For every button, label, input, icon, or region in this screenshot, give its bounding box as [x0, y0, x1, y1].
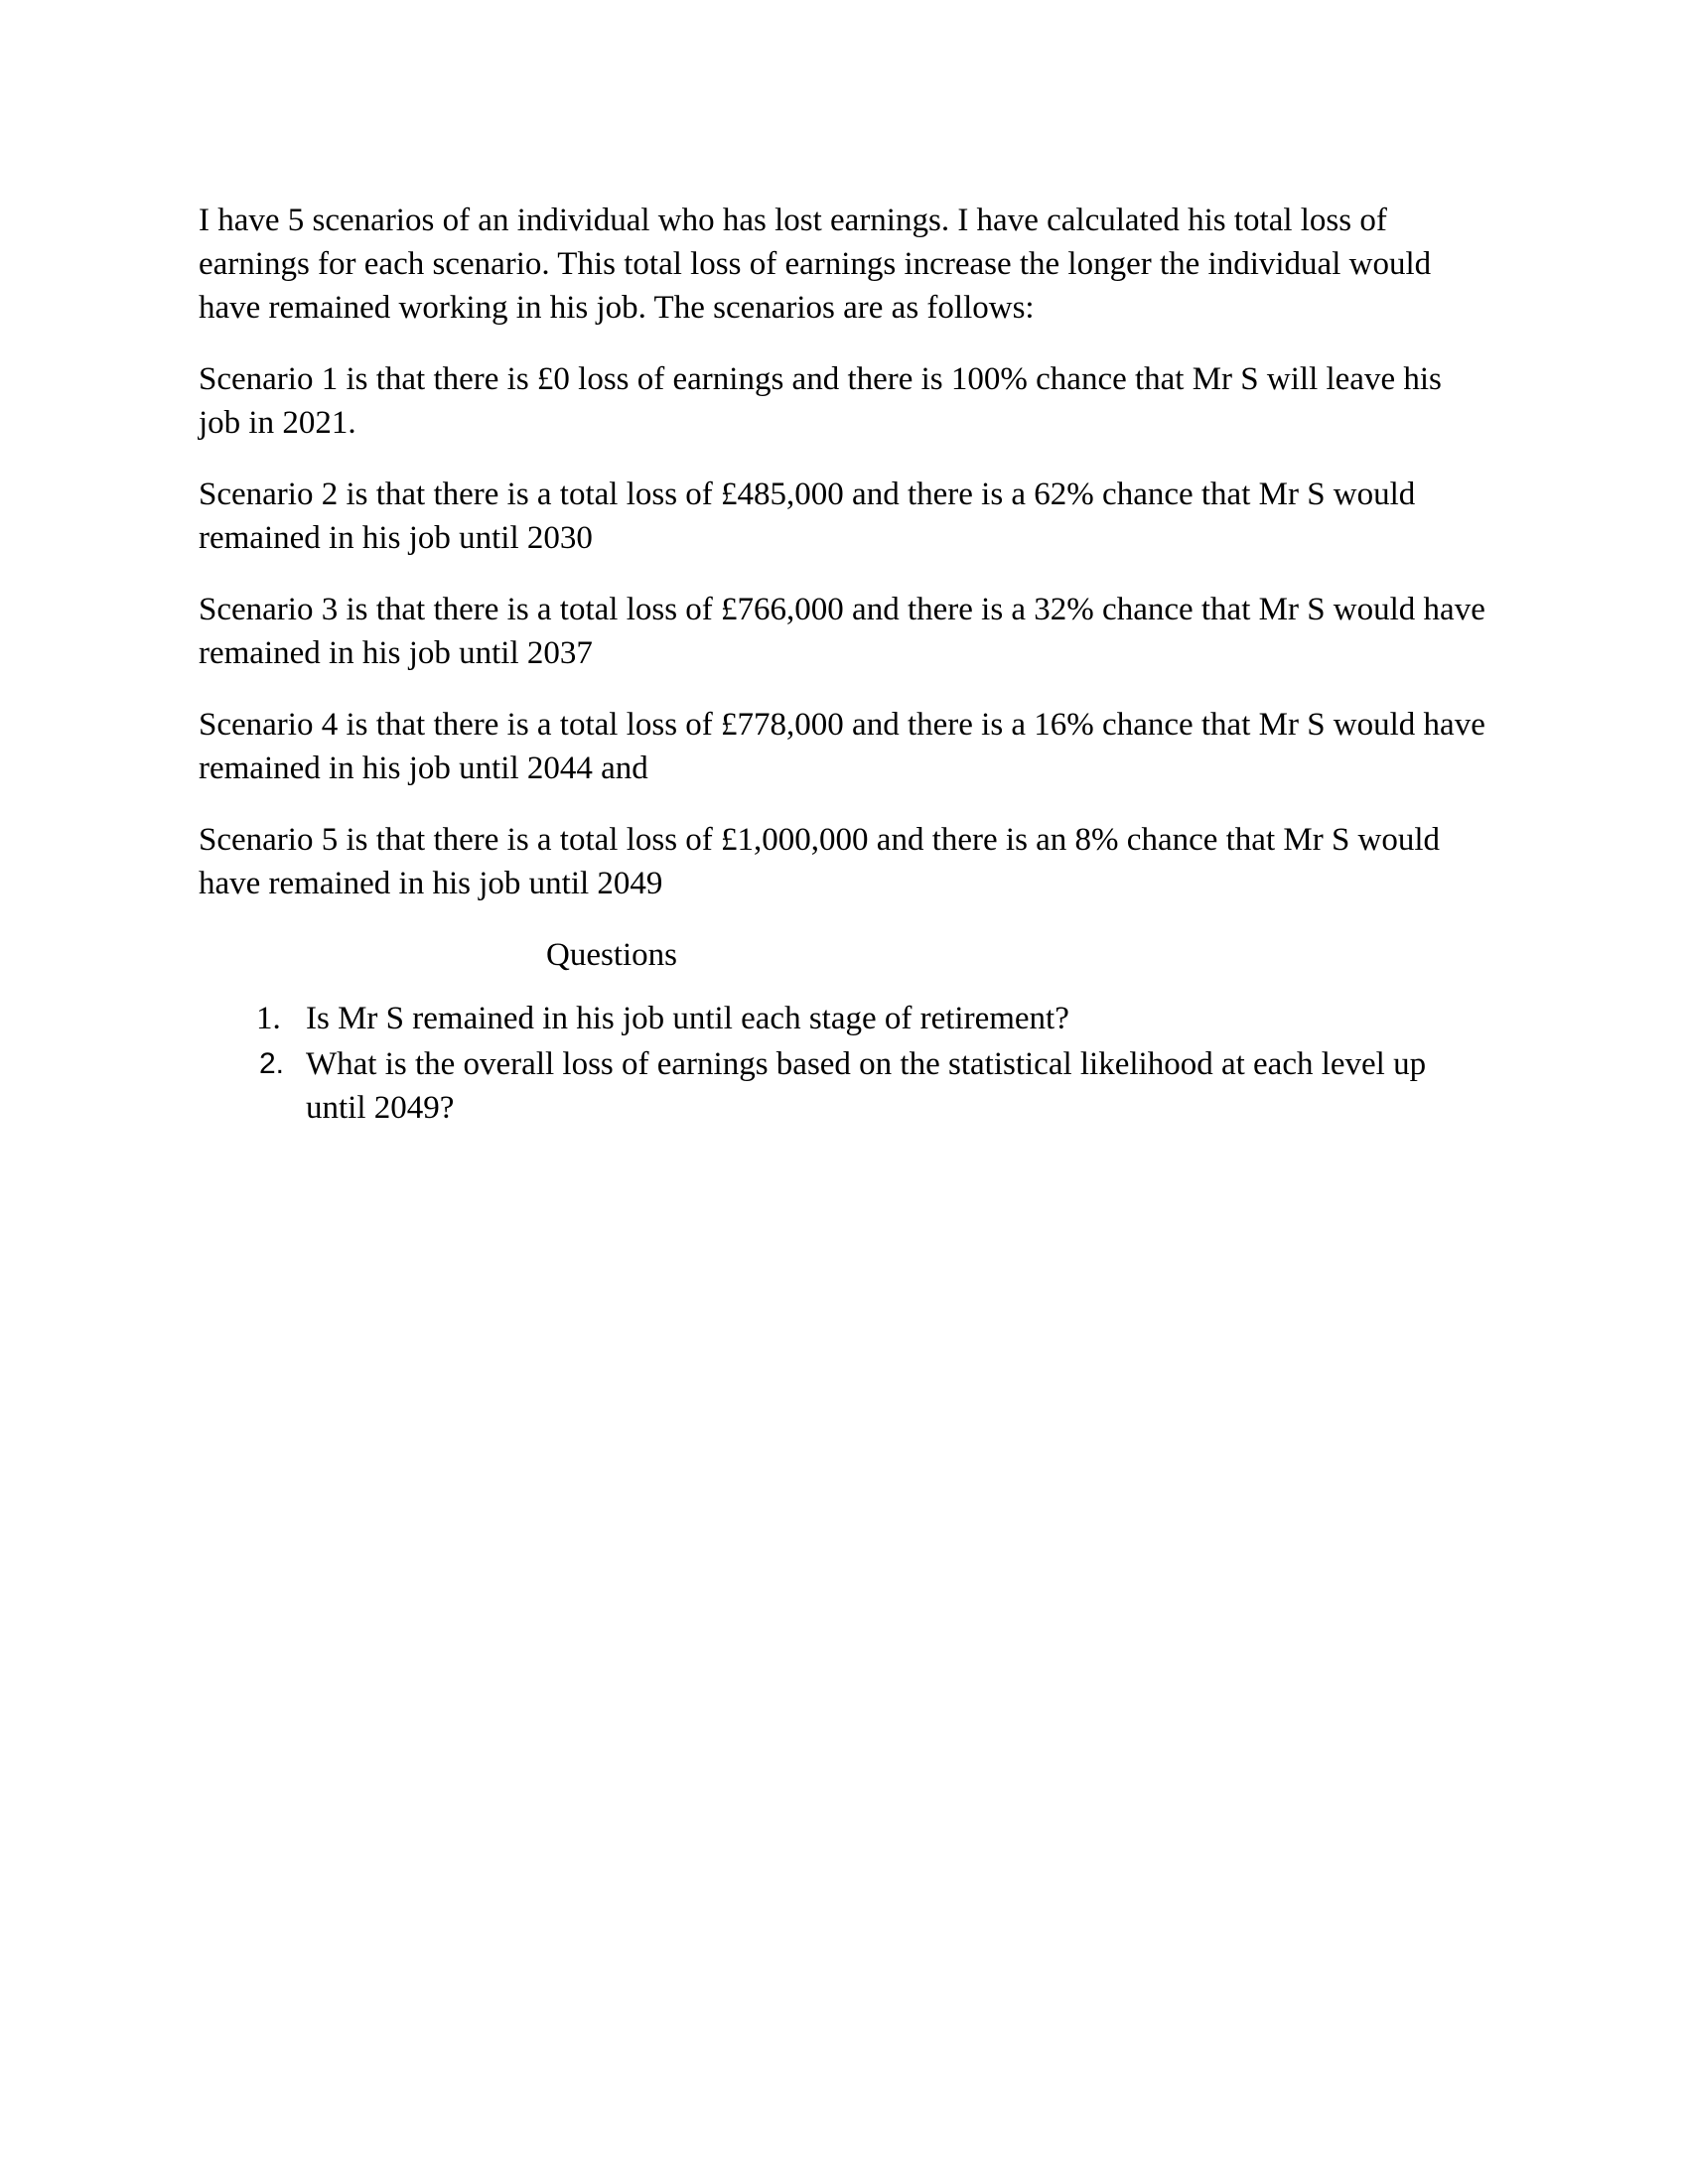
scenario-4-paragraph: Scenario 4 is that there is a total loss of £778,000 and there is a 16% chance that Mr S would have remained in his job until 2044 and — [199, 707, 1485, 786]
question-item-2 — [199, 1042, 1489, 1130]
scenario-3-paragraph: Scenario 3 is that there is a total loss of £766,000 and there is a 32% chance that Mr S would have remained in his job until 2037 — [199, 592, 1485, 671]
document-body — [199, 199, 1489, 1132]
question-text-2: What is the overall loss of earnings based on the statistical likelihood at each level up until 2049? — [306, 1046, 1427, 1126]
scenario-2-paragraph: Scenario 2 is that there is a total loss of £485,000 and there is a 62% chance that Mr S would remained in his job until 2030 — [199, 477, 1416, 556]
question-number-2: 2. — [259, 1047, 285, 1080]
question-number-1: 1. — [256, 1001, 281, 1036]
questions-list — [199, 997, 1489, 1130]
question-text-1: Is Mr S remained in his job until each stage of retirement? — [306, 1001, 1069, 1036]
scenario-5-paragraph: Scenario 5 is that there is a total loss of £1,000,000 and there is an 8% chance that Mr S would have remained in his job until 2049 — [199, 822, 1441, 901]
scenario-1-paragraph: Scenario 1 is that there is £0 loss of earnings and there is 100% chance that Mr S will leave his job in 2021. — [199, 361, 1442, 441]
intro-paragraph: I have 5 scenarios of an individual who has lost earnings. I have calculated his total loss of earnings for each scenario. This total loss of earnings increase the longer the individual would have remained working in his job. The scenarios are as follows: — [199, 203, 1432, 326]
questions-heading: Questions — [546, 937, 677, 973]
question-item-1 — [199, 997, 1489, 1040]
